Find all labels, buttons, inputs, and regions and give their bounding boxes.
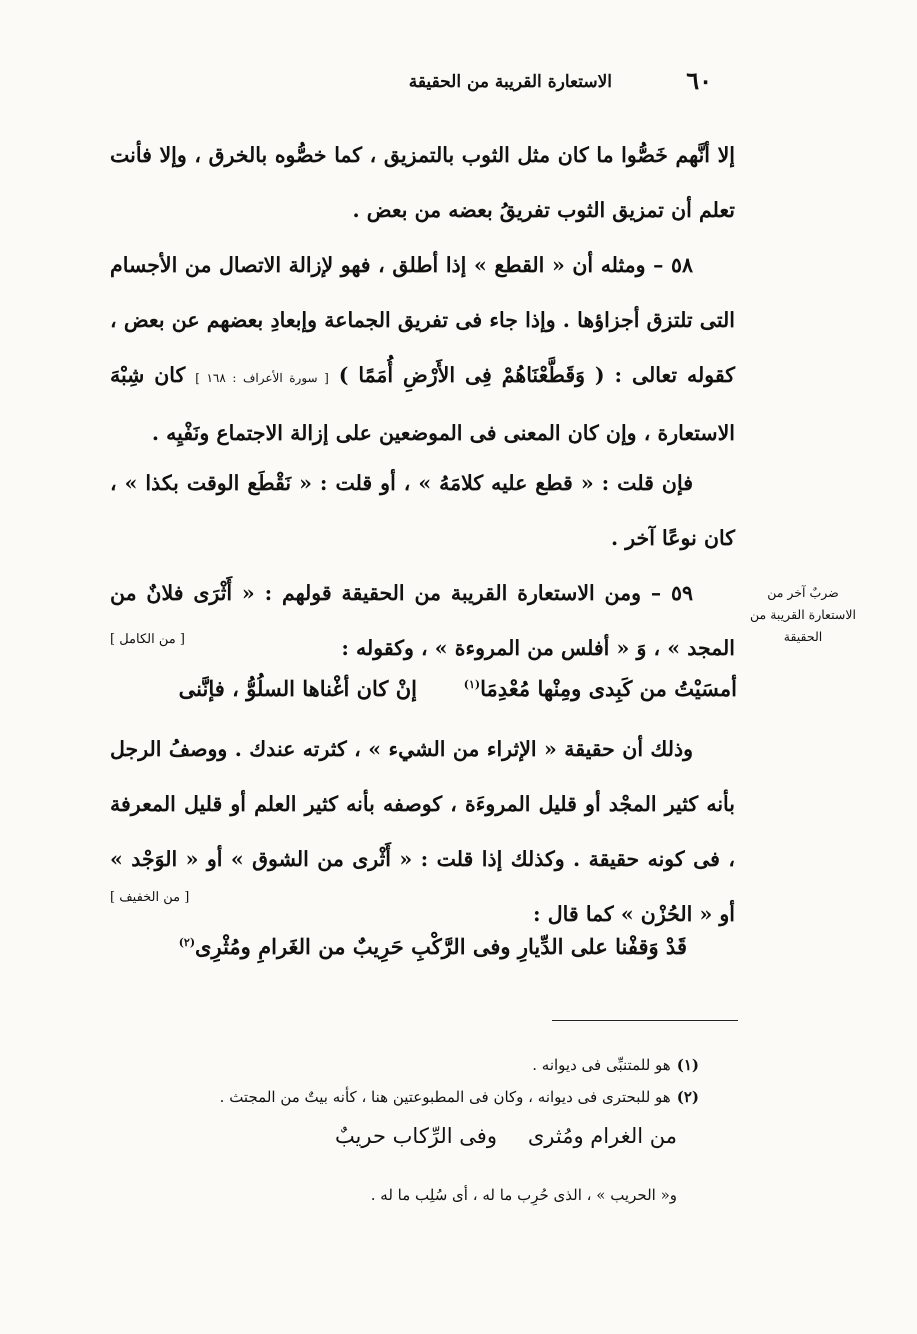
section-number-59: ٥٩ – [650, 581, 694, 605]
paragraph-59 [110, 566, 735, 676]
footnote-2-verse-second: من الغرام ومُثرى [527, 1124, 677, 1148]
footnote-2-text: هو للبحترى فى ديوانه ، وكان فى المطبوعتين هنا ، كأنه بيتٌ من المجتث . [219, 1088, 671, 1106]
verse-1-second-hemistich [464, 676, 737, 701]
section-number-58: ٥٨ – [653, 253, 694, 277]
verse-2 [179, 934, 687, 959]
page-header [330, 64, 712, 104]
paragraph-58-text-a: ومثله أن « القطع » إذا أطلق ، فهو لإزالة الاتصال من الأجسام التى تلتزق أجزاؤها . وإذا جاء فى تفريق الجماعة وإبعادِ بعضهم عن بعض ، كقوله تعالى : ( وَقَطَّعْنَاهُمْ فِى الأَرْضِ أُمَمًا ) [110, 253, 735, 387]
footnote-2-verse-first: وفى الرِّكاب حريبٌ [334, 1124, 497, 1148]
footnote-marker-1: (١) [463, 678, 481, 691]
footnote-1 [532, 1056, 699, 1074]
paragraph-3-text: فإن قلت : « قطع عليه كلامَهُ » ، أو قلت : « نَقْطَع الوقت بكذا » ، كان نوعًا آخر . [110, 471, 735, 550]
footnote-1-number: (١) [676, 1056, 699, 1074]
verse-1-second-hemistich-text: أمسَيْتُ من كَبِدى ومِنْها مُعْدِمَا [480, 676, 737, 701]
margin-note: ضربٌ آخر من الاستعارة القريبة من الحقيقة [750, 585, 856, 644]
page-number: ٦٠ [686, 66, 712, 95]
footnote-2-number: (٢) [676, 1088, 699, 1106]
verse-1-first-hemistich: إنْ كان أغْناها السلُوُّ ، فإنَّنى [178, 676, 417, 701]
footnote-2 [220, 1088, 699, 1106]
paragraph-3 [110, 456, 735, 566]
paragraph-59-text: ومن الاستعارة القريبة من الحقيقة قولهم : « أَثْرَى فلانٌ من المجد » ، وَ « أفلس من المروءة » ، وكقوله : [110, 581, 735, 660]
verse-2-text: قَدْ وَقفْنا على الدِّيارِ وفى الرَّكْبِ حَرِيبٌ من الغَرامِ ومُثْرِى [195, 934, 687, 959]
footnote-divider [552, 1020, 738, 1021]
paragraph-1 [110, 128, 735, 238]
footnote-3: و« الحريب » ، الذى حُرِب ما له ، أى سُلِب ما له . [370, 1186, 677, 1204]
running-title: الاستعارة القريبة من الحقيقة [408, 72, 612, 92]
paragraph-5-text: وذلك أن حقيقة « الإثراء من الشيء » ، كثرته عندك . ووصفُ الرجل بأنه كثير المجْد أو قليل المروءَة ، كوصفه بأنه كثير العلم أو قليل المعرفة ، فى كونه حقيقة . وكذلك إذا قلت : « أَثْرى من الشوق » أو « الوَجْد » أو « الحُزْن » كما قال : [110, 737, 735, 926]
meter-label-khafif: [ من الخفيف ] [110, 890, 190, 905]
footnote-1-text: هو للمتنبِّى فى ديوانه . [532, 1056, 671, 1074]
meter-label-kamil: [ من الكامل ] [110, 632, 185, 647]
quran-reference: [ سورة الأعراف : ١٦٨ ] [195, 371, 329, 385]
paragraph-5 [110, 722, 735, 942]
paragraph-58-text-b: كان شِبْهَ الاستعارة ، وإن كان المعنى فى الموضعين على إزالة الاجتماع ونَفْيِه . [110, 363, 735, 445]
paragraph-1-text: إلا أنَّهم خَصُّوا ما كان مثل الثوب بالتمزيق ، كما خصُّوه بالخرق ، وإلا فأنت تعلم أن تمزيق الثوب تفريقُ بعضه من بعض . [110, 143, 735, 222]
footnote-marker-2: (٢) [178, 936, 196, 949]
paragraph-58 [110, 238, 735, 461]
